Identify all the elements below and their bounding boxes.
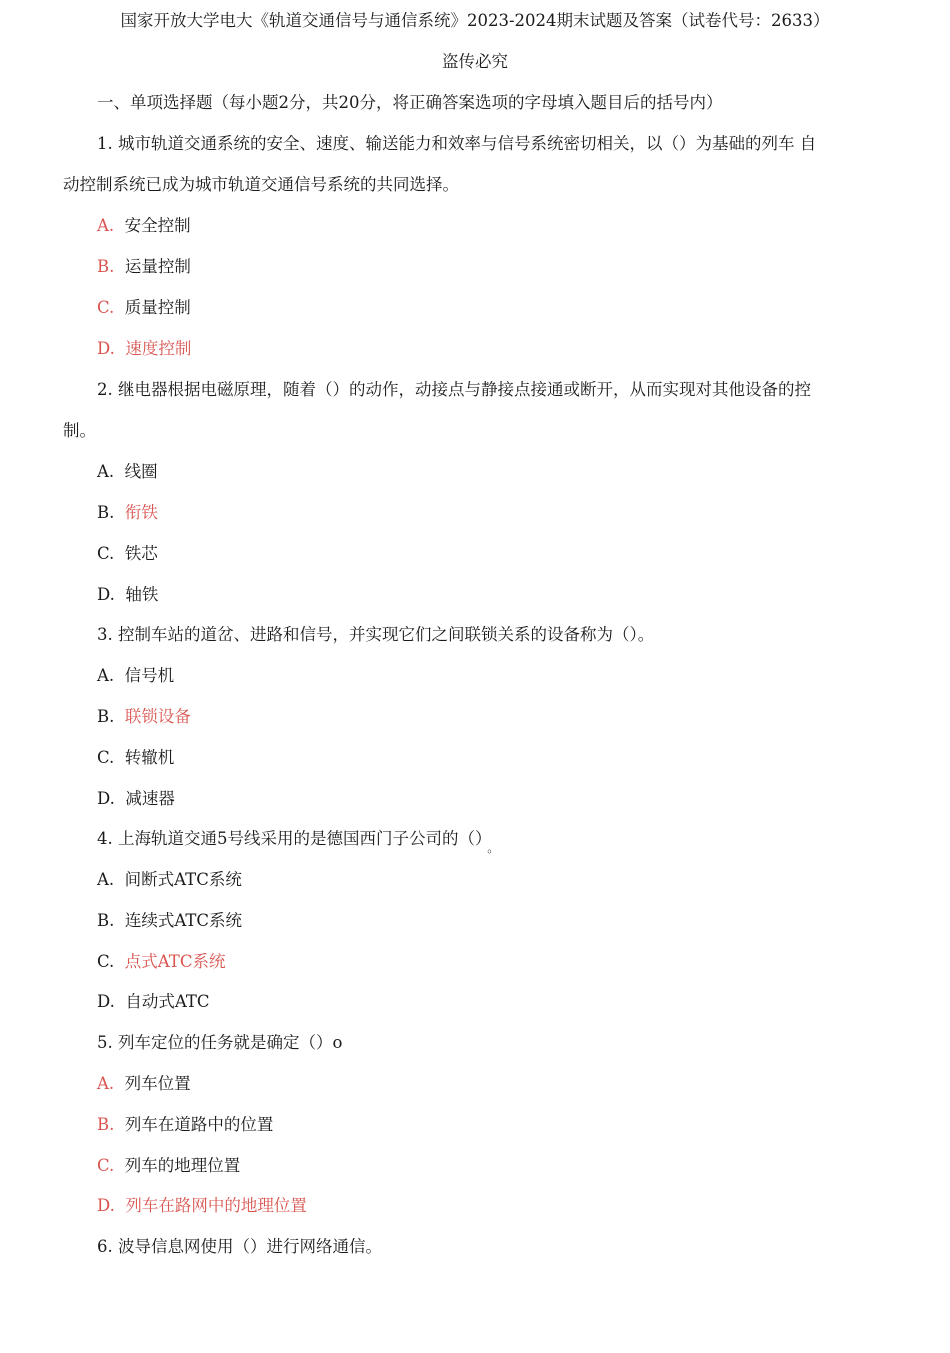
option-letter: D. [97, 1196, 115, 1215]
option-letter: C. [97, 544, 115, 563]
option-text: 自动式ATC [125, 992, 210, 1011]
option-letter: A. [97, 462, 115, 481]
q2-option-a [97, 462, 158, 482]
q2-option-c [97, 544, 158, 564]
option-letter: D. [97, 992, 115, 1011]
option-letter: C. [97, 298, 115, 317]
option-letter: D. [97, 789, 115, 808]
option-letter: D. [97, 339, 115, 358]
option-text: 间断式ATC系统 [124, 870, 242, 889]
option-text: 轴铁 [125, 585, 159, 604]
question-6-stem: 6. 波导信息网使用（）进行网络通信。 [97, 1237, 382, 1256]
option-text: 信号机 [124, 666, 175, 685]
question-5-stem: 5. 列车定位的任务就是确定（）o [97, 1033, 343, 1052]
q5-option-d [97, 1196, 307, 1216]
option-text: 安全控制 [124, 216, 191, 235]
option-letter: B. [97, 707, 115, 726]
q4-option-d [97, 992, 210, 1012]
option-text: 列车的地理位置 [124, 1156, 241, 1175]
document-subtitle: 盗传必究 [442, 52, 508, 71]
q5-option-b [97, 1115, 273, 1135]
option-text: 列车在道路中的位置 [124, 1115, 274, 1134]
question-2-stem-cont: 制。 [63, 421, 96, 440]
q5-option-c [97, 1156, 240, 1176]
option-text: 连续式ATC系统 [124, 911, 243, 930]
option-letter: B. [97, 1115, 115, 1134]
option-letter: A. [97, 216, 115, 235]
option-letter: A. [97, 666, 115, 685]
question-1-stem: 1. 城市轨道交通系统的安全、速度、输送能力和效率与信号系统密切相关，以（）为基础的列车 自 [97, 134, 817, 153]
question-1-stem-cont: 动控制系统已成为城市轨道交通信号系统的共同选择。 [63, 175, 459, 194]
question-2-stem: 2. 继电器根据电磁原理，随着（）的动作，动接点与静接点接通或断开，从而实现对其他设备的控 [97, 380, 811, 399]
q2-option-d [97, 585, 158, 605]
section-heading: 一、单项选择题（每小题2分，共20分，将正确答案选项的字母填入题目后的括号内） [97, 93, 723, 112]
option-text-answer: 列车在路网中的地理位置 [125, 1196, 307, 1215]
q3-option-d [97, 789, 175, 809]
q1-option-a [97, 216, 191, 236]
option-letter: D. [97, 585, 115, 604]
q1-option-d [97, 339, 191, 359]
option-text: 线圈 [124, 462, 158, 481]
option-letter: C. [97, 748, 115, 767]
q3-option-b [97, 707, 191, 727]
document-title: 国家开放大学电大《轨道交通信号与通信系统》2023-2024期末试题及答案（试卷代号：2633） [120, 11, 830, 30]
option-text: 铁芯 [124, 544, 158, 563]
option-text-answer: 联锁设备 [124, 707, 191, 726]
q4-option-b [97, 911, 242, 931]
q4-option-a [97, 870, 242, 890]
question-4-stem-mark: 。 [487, 841, 500, 855]
q3-option-a [97, 666, 174, 686]
q3-option-c [97, 748, 174, 768]
option-text: 列车位置 [124, 1074, 191, 1093]
q4-option-c [97, 952, 225, 972]
option-text: 质量控制 [124, 298, 191, 317]
option-text-answer: 衔铁 [124, 503, 158, 522]
option-text-answer: 点式ATC系统 [124, 952, 226, 971]
question-4-stem-text: 4. 上海轨道交通5号线采用的是德国西门子公司的（） [97, 829, 484, 848]
option-letter: B. [97, 911, 115, 930]
question-3-stem: 3. 控制车站的道岔、进路和信号，并实现它们之间联锁关系的设备称为（）。 [97, 625, 655, 644]
option-letter: A. [97, 870, 115, 889]
q2-option-b [97, 503, 158, 523]
option-letter: A. [97, 1074, 115, 1093]
option-letter: C. [97, 952, 115, 971]
option-text: 减速器 [125, 789, 175, 808]
option-letter: C. [97, 1156, 115, 1175]
q5-option-a [97, 1074, 191, 1094]
question-4-stem [97, 829, 500, 855]
option-letter: B. [97, 257, 115, 276]
q1-option-b [97, 257, 191, 277]
option-text: 转辙机 [124, 748, 175, 767]
option-text-answer: 速度控制 [125, 339, 192, 358]
q1-option-c [97, 298, 191, 318]
option-text: 运量控制 [124, 257, 191, 276]
option-letter: B. [97, 503, 115, 522]
